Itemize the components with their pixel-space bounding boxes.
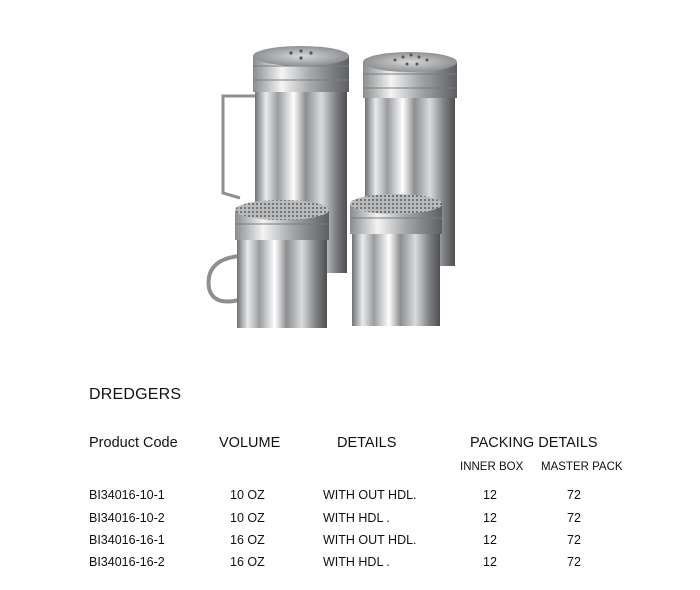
product-photo bbox=[195, 38, 480, 338]
short-dredger bbox=[350, 194, 442, 326]
row-2-volume: 10 OZ bbox=[230, 511, 265, 525]
row-4-master: 72 bbox=[567, 555, 581, 569]
row-2-details: WITH HDL . bbox=[323, 511, 390, 525]
header-details: DETAILS bbox=[337, 435, 397, 451]
row-1-inner: 12 bbox=[483, 488, 497, 502]
row-2-code: BI34016-10-2 bbox=[89, 511, 165, 525]
row-3-code: BI34016-16-1 bbox=[89, 533, 165, 547]
header-product-code: Product Code bbox=[89, 435, 178, 451]
header-inner-box: INNER BOX bbox=[460, 461, 524, 473]
row-3-master: 72 bbox=[567, 533, 581, 547]
row-4-inner: 12 bbox=[483, 555, 497, 569]
row-2-inner: 12 bbox=[483, 511, 497, 525]
row-3-details: WITH OUT HDL. bbox=[323, 533, 417, 547]
row-1-code: BI34016-10-1 bbox=[89, 488, 165, 502]
row-2-master: 72 bbox=[567, 511, 581, 525]
row-1-master: 72 bbox=[567, 488, 581, 502]
header-volume: VOLUME bbox=[219, 435, 281, 451]
row-1-volume: 10 OZ bbox=[230, 488, 265, 502]
header-master-pack: MASTER PACK bbox=[541, 461, 623, 473]
short-dredger-with-handle bbox=[209, 200, 329, 328]
header-packing-details: PACKING DETAILS bbox=[470, 435, 598, 451]
row-4-volume: 16 OZ bbox=[230, 555, 265, 569]
row-4-details: WITH HDL . bbox=[323, 555, 390, 569]
section-title: DREDGERS bbox=[89, 386, 182, 403]
row-4-code: BI34016-16-2 bbox=[89, 555, 165, 569]
row-3-inner: 12 bbox=[483, 533, 497, 547]
row-3-volume: 16 OZ bbox=[230, 533, 265, 547]
row-1-details: WITH OUT HDL. bbox=[323, 488, 417, 502]
